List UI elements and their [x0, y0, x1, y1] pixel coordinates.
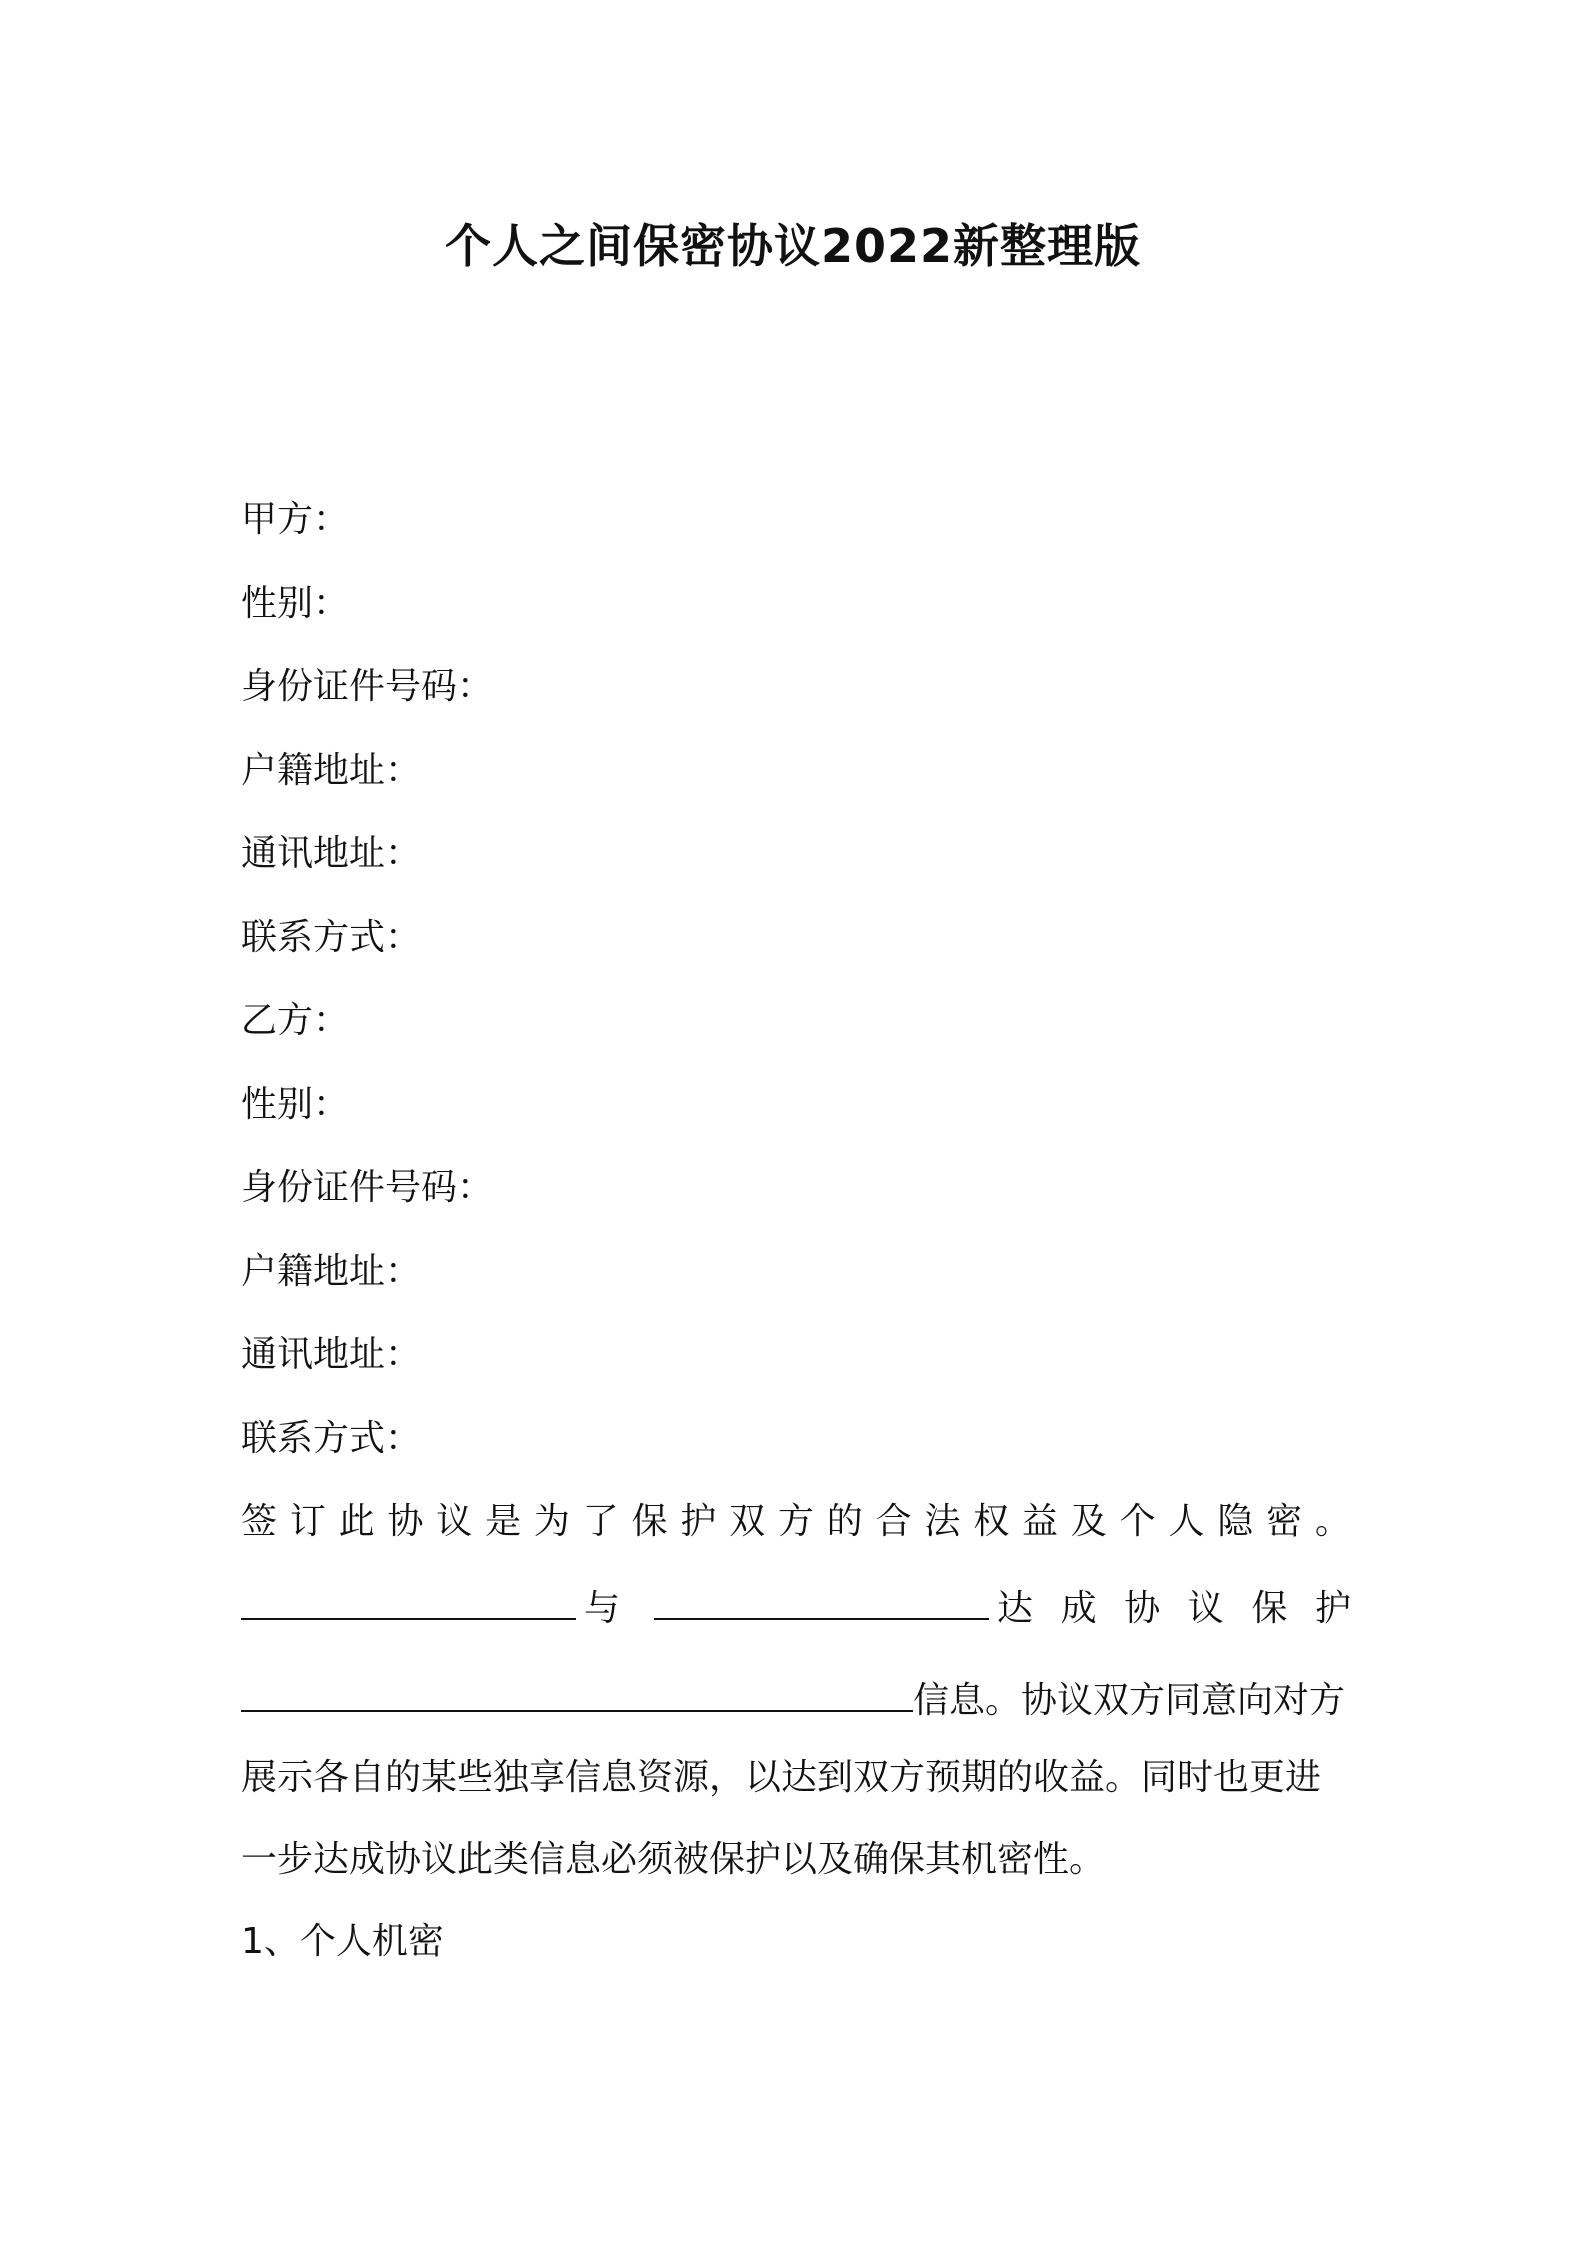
body-line-1-char: 了 — [582, 1501, 619, 1542]
body-line-1 — [241, 1492, 1351, 1552]
body-line-1-char: 法 — [924, 1501, 961, 1542]
party-a-id-label: 身份证件号码： — [241, 666, 494, 707]
party-a-mailing-address-label: 通讯地址： — [241, 833, 422, 874]
body-line-2-char: 成 — [1060, 1588, 1097, 1629]
document-title: 个人之间保密协议2022新整理版 — [444, 219, 1142, 273]
body-line-1-char: 议 — [436, 1501, 473, 1542]
body-line-3 — [241, 1666, 1351, 1731]
body-line-2-char: 议 — [1187, 1588, 1224, 1629]
party-fields — [241, 490, 1351, 1492]
section-1-heading: 1、个人机密 — [241, 1921, 444, 1962]
body-line-1-char: 签 — [241, 1501, 278, 1542]
conjunction-with: 与 — [584, 1588, 621, 1629]
party-b-gender-label: 性别： — [241, 1083, 350, 1125]
body-line-1-char: 此 — [338, 1501, 375, 1542]
body-line-1-char: 的 — [826, 1501, 863, 1542]
body-line-3-text: 信息。协议双方同意向对方 — [913, 1680, 1346, 1721]
body-line-1-char: 是 — [485, 1501, 522, 1542]
party-b-id-label: 身份证件号码： — [241, 1167, 494, 1208]
body-line-1-char: 协 — [387, 1501, 424, 1542]
party-b-contact-label: 联系方式： — [241, 1417, 422, 1459]
blank-info-type[interactable] — [241, 1666, 913, 1712]
party-b-mailing-address-label: 通讯地址： — [241, 1334, 422, 1375]
body-line-1-char: 护 — [680, 1501, 717, 1542]
body-line-1-char: 双 — [729, 1501, 766, 1542]
body-line-5: 一步达成协议此类信息必须被保护以及确保其机密性。 — [241, 1839, 1106, 1880]
body-line-1-char: 合 — [875, 1501, 912, 1542]
body-line-4: 展示各自的某些独享信息资源，以达到双方预期的收益。同时也更进 — [241, 1757, 1322, 1798]
body-line-2-char: 保 — [1251, 1588, 1288, 1629]
body-line-1-char: 人 — [1168, 1501, 1205, 1542]
body-line-1-char: 方 — [777, 1501, 814, 1542]
party-a-gender-label: 性别： — [241, 582, 350, 624]
body-line-1-char: 保 — [631, 1501, 668, 1542]
party-b-household-address-label: 户籍地址： — [241, 1250, 422, 1292]
party-a-contact-label: 联系方式： — [241, 916, 422, 958]
body-line-2-char: 达 — [997, 1588, 1034, 1629]
body-line-2-text — [997, 1579, 1351, 1639]
body-line-1-char: 密 — [1266, 1501, 1303, 1542]
blank-party-b[interactable] — [654, 1574, 989, 1620]
body-line-2 — [241, 1574, 1351, 1639]
body-line-1-char: 隐 — [1217, 1501, 1254, 1542]
party-a-household-address-label: 户籍地址： — [241, 749, 422, 791]
body-line-1-char: 订 — [289, 1501, 326, 1542]
body-line-1-char: 益 — [1022, 1501, 1059, 1542]
blank-party-a[interactable] — [241, 1574, 576, 1620]
body-line-1-char: 个 — [1119, 1501, 1156, 1542]
body-line-2-char: 协 — [1124, 1588, 1161, 1629]
party-a-label: 甲方： — [241, 499, 350, 540]
body-line-1-char: 权 — [973, 1501, 1010, 1542]
body-line-1-char: 为 — [533, 1501, 570, 1542]
party-b-label: 乙方： — [241, 1000, 350, 1041]
body-line-2-char: 护 — [1314, 1588, 1351, 1629]
body-line-1-char: 。 — [1314, 1501, 1351, 1542]
body-line-1-char: 及 — [1070, 1501, 1107, 1542]
